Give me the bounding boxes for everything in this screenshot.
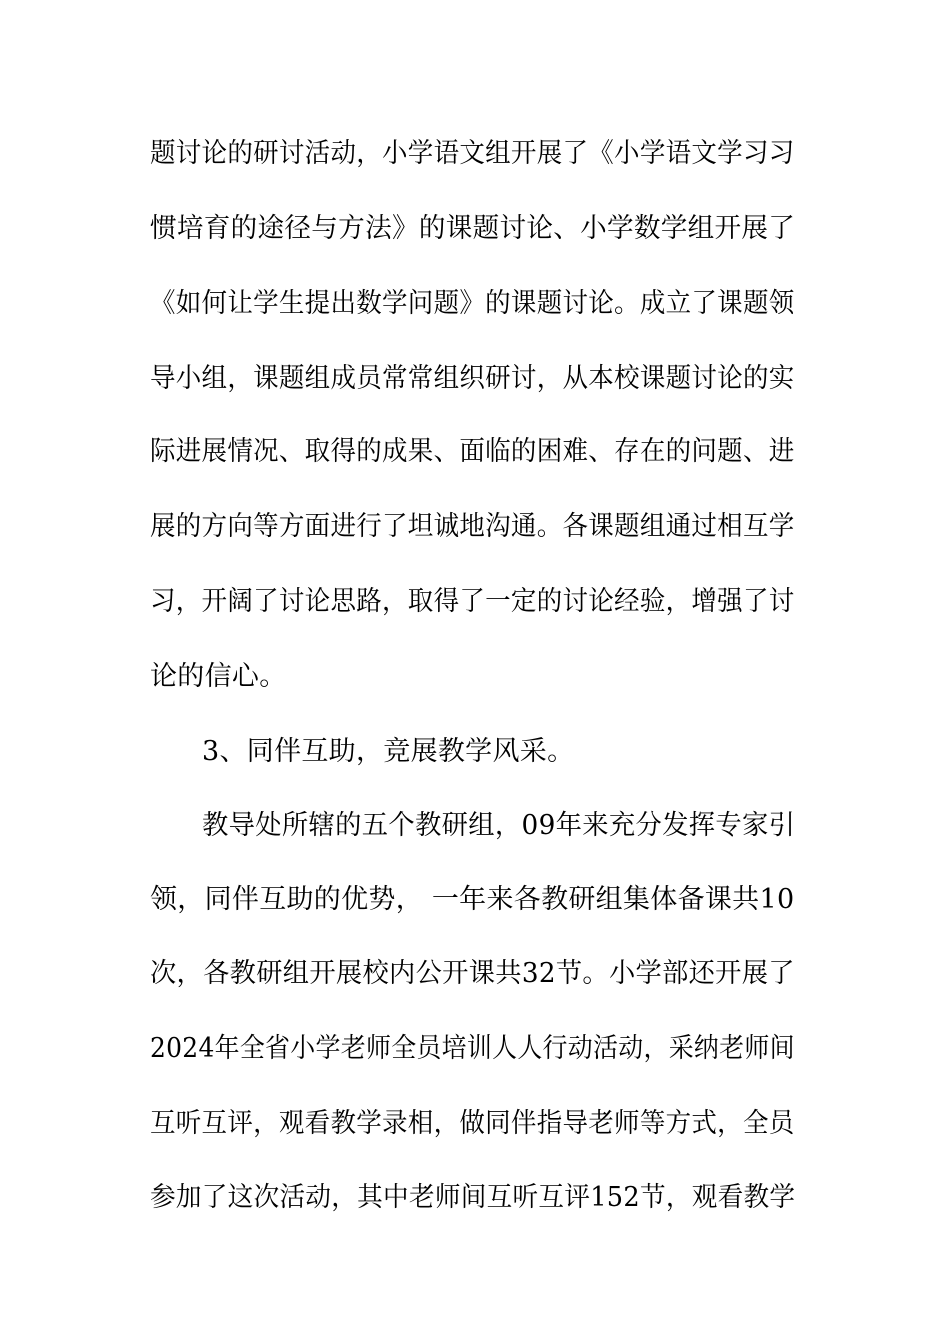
text-line: 领，同伴互助的优势， 一年来各教研组集体备课共10 [150,884,795,915]
text-line: 导小组，课题组成员常常组织研讨，从本校课题讨论的实 [150,363,795,394]
text-line: 教导处所辖的五个教研组，09年来充分发挥专家引 [202,810,796,841]
text-line: 2024年全省小学老师全员培训人人行动活动，采纳老师间 [150,1033,795,1064]
text-line: 论的信心。 [150,661,287,692]
text-line: 惯培育的途径与方法》的课题讨论、小学数学组开展了 [150,213,796,244]
section-heading: 3、同伴互助，竞展教学风采。 [202,736,575,767]
text-line: 互听互评，观看教学录相，做同伴指导老师等方式，全员 [150,1108,795,1139]
text-line: 《如何让学生提出数学问题》的课题讨论。成立了课题领 [150,288,795,319]
text-line: 展的方向等方面进行了坦诚地沟通。各课题组通过相互学 [150,511,795,542]
text-line: 参加了这次活动，其中老师间互听互评152节，观看教学 [150,1182,796,1213]
text-line: 习，开阔了讨论思路，取得了一定的讨论经验，增强了讨 [150,586,795,617]
text-line: 际进展情况、取得的成果、面临的困难、存在的问题、进 [150,436,795,467]
text-line: 题讨论的研讨活动，小学语文组开展了《小学语文学习习 [150,138,795,169]
text-line: 次，各教研组开展校内公开课共32节。小学部还开展了 [150,958,795,989]
